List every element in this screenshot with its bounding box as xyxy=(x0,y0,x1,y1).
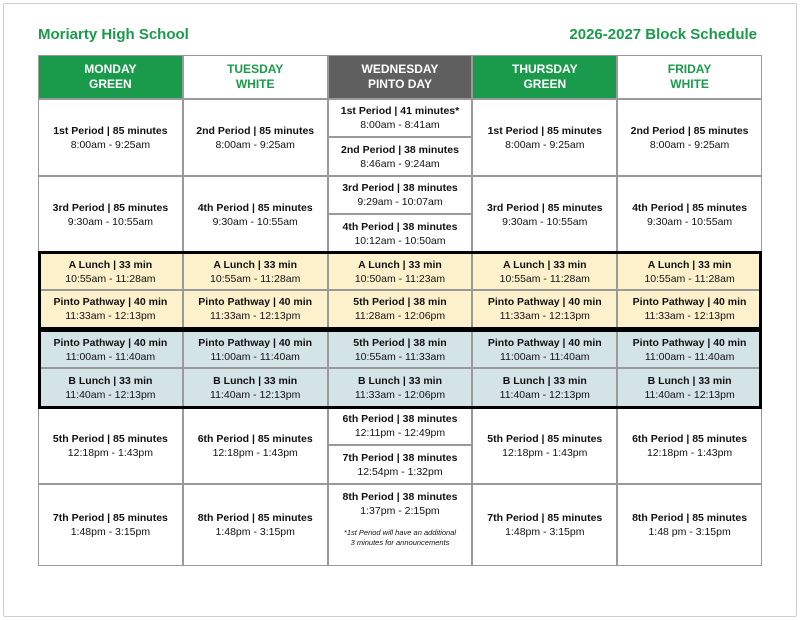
period-block xyxy=(617,99,762,176)
period-block xyxy=(472,176,617,253)
block-title: 1st Period | 85 minutes xyxy=(53,124,168,137)
block-title: 2nd Period | 38 minutes xyxy=(341,143,459,156)
b-lunch-block xyxy=(38,368,183,407)
block-time: 11:28am - 12:06pm xyxy=(354,310,446,322)
pinto-pathway-block xyxy=(617,331,762,368)
pinto-pathway-block xyxy=(183,331,328,368)
block-title: 7th Period | 38 minutes xyxy=(342,451,458,464)
block-title: A Lunch | 33 min xyxy=(213,258,298,271)
period-block xyxy=(38,484,183,566)
block-title: 6th Period | 38 minutes xyxy=(342,413,458,425)
a-lunch-block xyxy=(38,253,183,290)
block-time: 1:48pm - 3:15pm xyxy=(505,526,585,538)
block-time: 9:30am - 10:55am xyxy=(67,215,153,228)
period-block xyxy=(328,214,473,253)
a-lunch-block xyxy=(472,253,617,290)
period-block xyxy=(617,176,762,253)
day-column-friday xyxy=(617,55,762,566)
block-title: 7th Period | 85 minutes xyxy=(52,512,168,524)
b-lunch-block xyxy=(328,368,473,407)
day-name: TUESDAY xyxy=(227,62,284,76)
block-title: Pinto Pathway | 40 min xyxy=(632,336,747,349)
block-time: 10:50am - 11:23am xyxy=(354,272,446,285)
block-title: B Lunch | 33 min xyxy=(68,374,153,387)
day-header-wednesday xyxy=(328,55,473,99)
block-title: 8th Period | 38 minutes xyxy=(342,491,458,503)
block-time: 11:33am - 12:06pm xyxy=(354,388,446,401)
block-title: Pinto Pathway | 40 min xyxy=(632,296,747,308)
block-time: 11:00am - 11:40am xyxy=(65,350,156,363)
day-header-tuesday xyxy=(183,55,328,99)
block-time: 10:55am - 11:28am xyxy=(644,272,735,285)
block-title: Pinto Pathway | 40 min xyxy=(53,336,168,349)
day-name: FRIDAY xyxy=(667,62,712,76)
period-block xyxy=(328,99,473,137)
block-title: 8th Period | 85 minutes xyxy=(632,512,748,524)
day-header-thursday xyxy=(472,55,617,99)
block-time: 12:18pm - 1:43pm xyxy=(502,446,588,459)
block-time: 11:00am - 11:40am xyxy=(210,350,300,363)
block-time: 11:40am - 12:13pm xyxy=(499,388,590,401)
block-time: 8:46am - 9:24am xyxy=(360,157,440,170)
block-title: B Lunch | 33 min xyxy=(357,374,442,387)
block-time: 9:29am - 10:07am xyxy=(357,196,443,208)
schedule-grid xyxy=(38,55,762,566)
day-column-thursday xyxy=(472,55,617,566)
period-block xyxy=(328,137,473,176)
b-lunch-block xyxy=(183,368,328,407)
period-block xyxy=(472,99,617,176)
block-title: 2nd Period | 85 minutes xyxy=(196,124,315,137)
block-time: 11:40am - 12:13pm xyxy=(210,388,301,401)
day-name: MONDAY xyxy=(84,62,137,76)
day-color: GREEN xyxy=(89,77,132,91)
block-time: 9:30am - 10:55am xyxy=(212,215,298,228)
block-time: 12:18pm - 1:43pm xyxy=(212,446,298,459)
block-title: 7th Period | 85 minutes xyxy=(487,512,603,524)
block-time: 10:55am - 11:28am xyxy=(210,272,301,285)
day-name: WEDNESDAY xyxy=(361,62,439,76)
block-title: 2nd Period | 85 minutes xyxy=(630,124,749,137)
period-block xyxy=(38,176,183,253)
block-time: 1:48pm - 3:15pm xyxy=(70,526,151,538)
block-title: Pinto Pathway | 40 min xyxy=(53,296,168,308)
a-lunch-block xyxy=(617,253,762,290)
block-time: 1:48 pm - 3:15pm xyxy=(648,526,731,538)
pinto-pathway-block xyxy=(472,290,617,328)
block-time: 9:30am - 10:55am xyxy=(646,215,733,228)
period-block xyxy=(183,176,328,253)
block-time: 11:40am - 12:13pm xyxy=(644,388,735,401)
period-block xyxy=(328,407,473,445)
period-block xyxy=(472,407,617,484)
block-time: 10:12am - 10:50am xyxy=(354,234,446,247)
block-title: 1st Period | 41 minutes* xyxy=(340,105,460,117)
block-time: 12:18pm - 1:43pm xyxy=(646,446,733,459)
pinto-pathway-block xyxy=(472,331,617,368)
block-time: 8:00am - 8:41am xyxy=(360,119,440,131)
period-block xyxy=(183,484,328,566)
period-block xyxy=(38,407,183,484)
block-title: A Lunch | 33 min xyxy=(68,258,153,271)
a-lunch-block xyxy=(328,253,473,290)
block-title: 6th Period | 85 minutes xyxy=(197,432,313,445)
period-block xyxy=(328,445,473,484)
block-title: 3rd Period | 85 minutes xyxy=(52,201,169,214)
block-title: Pinto Pathway | 40 min xyxy=(198,336,313,349)
day-color: WHITE xyxy=(235,77,275,91)
day-name: THURSDAY xyxy=(512,62,578,76)
day-column-tuesday xyxy=(183,55,328,566)
block-time: 11:00am - 11:40am xyxy=(644,350,735,363)
b-lunch-block xyxy=(472,368,617,407)
block-time: 11:33am - 12:13pm xyxy=(65,310,156,322)
block-time: 10:55am - 11:28am xyxy=(499,272,590,285)
period-block xyxy=(183,407,328,484)
day-color: GREEN xyxy=(523,77,567,91)
block-time: 8:00am - 9:25am xyxy=(70,138,151,151)
b-lunch-block xyxy=(617,368,762,407)
school-name: Moriarty High School xyxy=(38,26,189,43)
period-block xyxy=(328,290,473,328)
block-title: 4th Period | 85 minutes xyxy=(197,201,313,214)
schedule-title: 2026-2027 Block Schedule xyxy=(569,26,757,43)
block-title: 1st Period | 85 minutes xyxy=(487,124,602,137)
announcement-note xyxy=(344,528,456,548)
block-title: Pinto Pathway | 40 min xyxy=(198,296,313,308)
day-header-monday xyxy=(38,55,183,99)
block-time: 11:00am - 11:40am xyxy=(500,350,590,363)
note-line-1: *1st Period will have an additional xyxy=(343,528,457,537)
block-time: 12:18pm - 1:43pm xyxy=(67,446,153,459)
day-column-wednesday xyxy=(328,55,473,566)
day-color: WHITE xyxy=(670,77,709,91)
note-line-2: 3 minutes for announcements xyxy=(350,538,450,547)
pinto-pathway-block xyxy=(183,290,328,328)
block-time: 12:11pm - 12:49pm xyxy=(354,427,446,439)
day-column-monday xyxy=(38,55,183,566)
block-title: A Lunch | 33 min xyxy=(647,258,732,271)
period-block xyxy=(328,484,473,566)
block-title: B Lunch | 33 min xyxy=(647,374,732,387)
day-header-friday xyxy=(617,55,762,99)
block-title: 4th Period | 38 minutes xyxy=(342,220,458,233)
period-block xyxy=(617,407,762,484)
a-lunch-block xyxy=(183,253,328,290)
block-time: 10:55am - 11:28am xyxy=(65,272,156,285)
block-title: 3rd Period | 38 minutes xyxy=(342,182,458,194)
period-block xyxy=(617,484,762,566)
block-time: 11:33am - 12:13pm xyxy=(644,310,735,322)
pinto-pathway-block xyxy=(617,290,762,328)
block-time: 8:00am - 9:25am xyxy=(649,138,730,151)
pinto-pathway-block xyxy=(38,331,183,368)
block-title: 5th Period | 85 minutes xyxy=(487,432,603,445)
block-title: B Lunch | 33 min xyxy=(213,374,298,387)
block-time: 1:37pm - 2:15pm xyxy=(360,505,440,517)
day-color: PINTO DAY xyxy=(367,77,432,91)
block-time: 9:30am - 10:55am xyxy=(502,215,588,228)
pinto-pathway-block xyxy=(38,290,183,328)
period-block xyxy=(472,484,617,566)
block-time: 8:00am - 9:25am xyxy=(215,138,295,151)
period-block xyxy=(328,331,473,368)
block-time: 11:33am - 12:13pm xyxy=(499,310,590,322)
block-title: 8th Period | 85 minutes xyxy=(197,512,313,524)
block-title: Pinto Pathway | 40 min xyxy=(487,336,602,349)
block-title: 6th Period | 85 minutes xyxy=(632,432,748,445)
block-time: 1:48pm - 3:15pm xyxy=(215,526,295,538)
block-time: 8:00am - 9:25am xyxy=(505,138,585,151)
period-block xyxy=(328,176,473,214)
block-title: 5th Period | 38 min xyxy=(353,296,447,308)
block-title: A Lunch | 33 min xyxy=(358,258,442,271)
block-title: 4th Period | 85 minutes xyxy=(632,201,748,214)
block-title: Pinto Pathway | 40 min xyxy=(487,296,602,308)
block-title: B Lunch | 33 min xyxy=(502,374,587,387)
block-title: A Lunch | 33 min xyxy=(502,258,587,271)
block-time: 10:55am - 11:33am xyxy=(354,350,446,363)
block-time: 11:40am - 12:13pm xyxy=(65,388,156,401)
period-block xyxy=(38,99,183,176)
block-title: 5th Period | 85 minutes xyxy=(52,432,168,445)
block-time: 12:54pm - 1:32pm xyxy=(357,465,443,478)
period-block xyxy=(183,99,328,176)
block-title: 5th Period | 38 min xyxy=(353,336,447,349)
block-time: 11:33am - 12:13pm xyxy=(210,310,301,322)
block-title: 3rd Period | 85 minutes xyxy=(487,201,603,214)
